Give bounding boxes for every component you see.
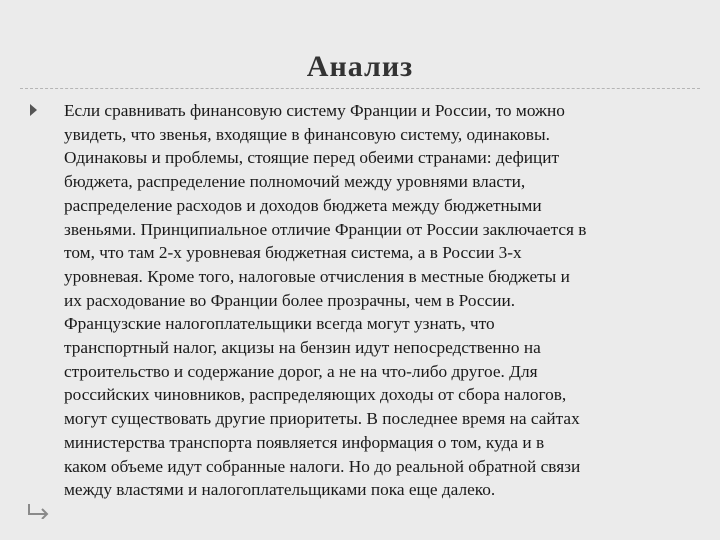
body-line: уровневая. Кроме того, налоговые отчисления в местные бюджеты и [64, 266, 570, 286]
body-line: между властями и налогоплательщиками пока еще далеко. [64, 480, 496, 500]
body-line: Одинаковы и проблемы, стоящие перед обеими странами: дефицит [64, 148, 560, 168]
body-line: Французские налогоплательщики всегда могут узнать, что [64, 314, 495, 334]
triangle-bullet-icon [30, 104, 37, 116]
slide-title: Анализ [306, 50, 414, 83]
body-line: увидеть, что звенья, входящие в финансовую систему, одинаковы. [64, 124, 550, 144]
body-line: могут существовать другие приоритеты. В последнее время на сайтах [64, 409, 580, 429]
title-divider [20, 88, 700, 89]
body-line: транспортный налог, акцизы на бензин идут непосредственно на [64, 338, 541, 358]
body-line: министерства транспорта появляется информация о том, куда и в [64, 432, 545, 452]
body-line: их расходование во Франции более прозрачны, чем в России. [64, 290, 516, 310]
slide-nav-arrow-icon[interactable] [28, 503, 50, 519]
body-line: каком объеме идут собранные налоги. Но до реальной обратной связи [64, 456, 581, 476]
body-line: строительство и содержание дорог, а не на что-либо другое. Для [64, 361, 538, 381]
body-line: том, что там 2-х уровневая бюджетная система, а в России 3-х [64, 243, 522, 263]
body-line: бюджета, распределение полномочий между уровнями власти, [64, 172, 526, 192]
slide-body [64, 99, 704, 502]
body-line: российских чиновников, распределяющих доходы от сбора налогов, [64, 385, 567, 405]
body-line: Если сравнивать финансовую систему Франции и России, то можно [64, 101, 565, 120]
body-line: звеньями. Принципиальное отличие Франции от России заключается в [64, 219, 587, 239]
body-line: распределение расходов и доходов бюджета между бюджетными [64, 195, 542, 215]
